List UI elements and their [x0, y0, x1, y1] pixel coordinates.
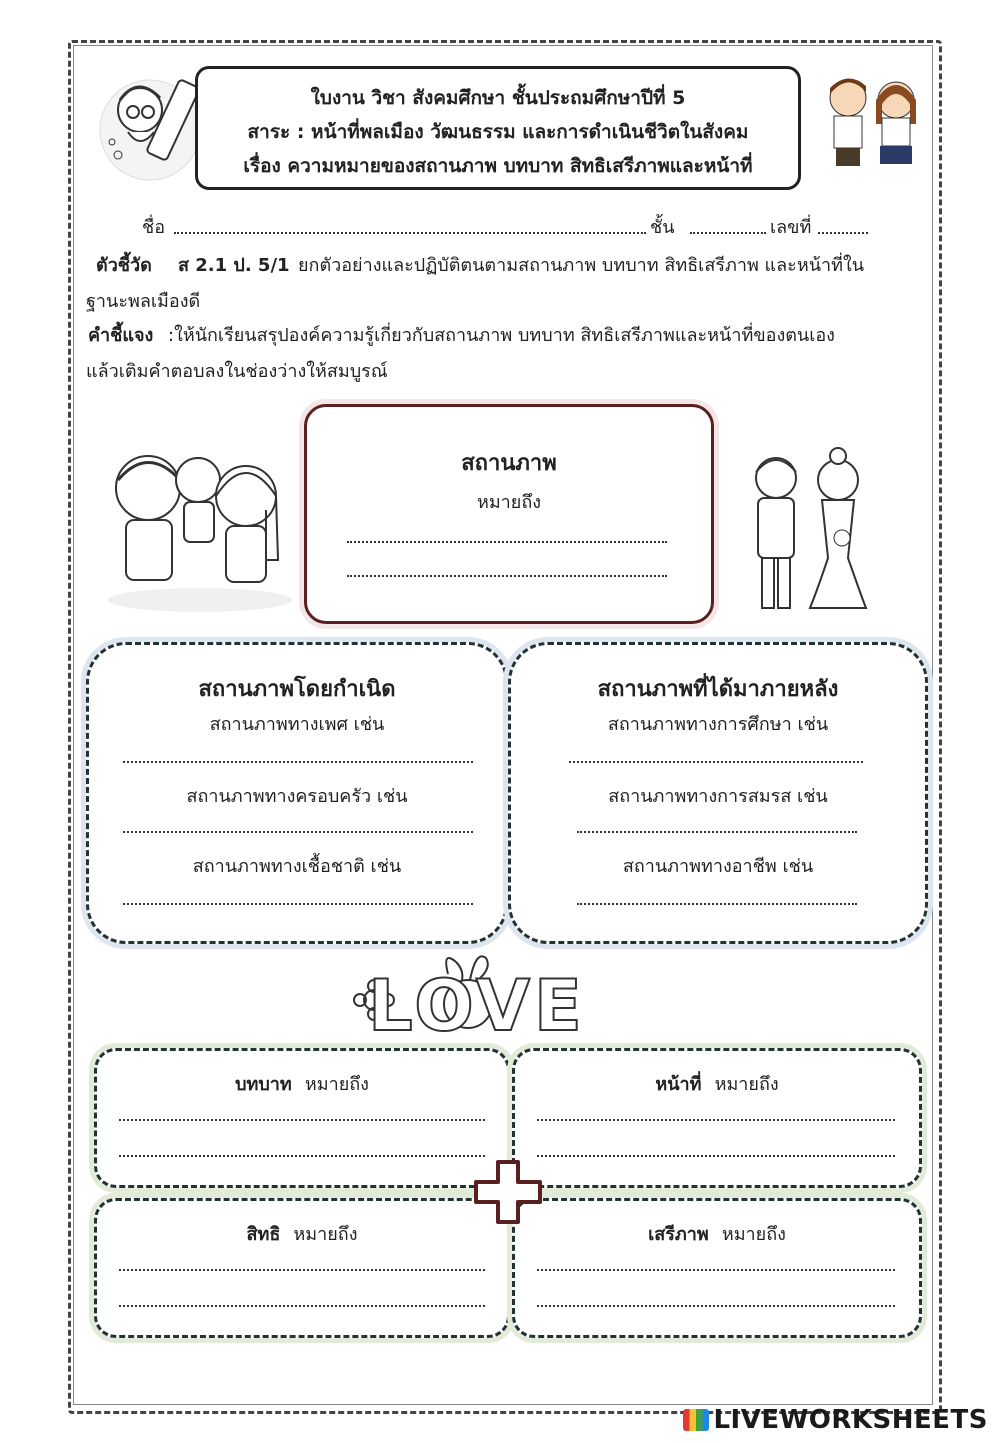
indicator-text-cont: ฐานะพลเมืองดี: [86, 291, 201, 312]
acquired-status-panel: [508, 642, 928, 944]
birth-answer-2[interactable]: [123, 831, 473, 833]
instruction-text: :ให้นักเรียนสรุปองค์ความรู้เกี่ยวกับสถานภาพ บทบาท สิทธิเสรีภาพและหน้าที่ของตนเอง: [168, 325, 835, 346]
status-box: [304, 404, 714, 624]
name-label: ชื่อ: [142, 217, 166, 238]
header-line-2: สาระ : หน้าที่พลเมือง วัฒนธรรม และการดำเนินชีวิตในสังคม: [247, 121, 749, 143]
freedom-answer-1[interactable]: [537, 1269, 895, 1271]
header-line-3: เรื่อง ความหมายของสถานภาพ บทบาท สิทธิเสรีภาพและหน้าที่: [243, 155, 753, 177]
indicator-code: ส 2.1 ป. 5/1: [178, 255, 290, 276]
birth-item-2: สถานภาพทางครอบครัว เช่น: [186, 786, 408, 807]
status-meaning: หมายถึง: [476, 492, 542, 513]
acquired-status-title: สถานภาพที่ได้มาภายหลัง: [597, 677, 839, 702]
instruction-label: คำชี้แจง: [88, 325, 154, 346]
role-answer-2[interactable]: [119, 1155, 485, 1157]
family-illustration: [98, 440, 303, 620]
duty-answer-1[interactable]: [537, 1119, 895, 1121]
birth-item-1: สถานภาพทางเพศ เช่น: [209, 714, 385, 735]
indicator-label: ตัวชี้วัด: [96, 255, 152, 276]
status-answer-line-1[interactable]: [347, 541, 667, 543]
right-meaning: หมายถึง: [293, 1224, 358, 1245]
acquired-item-3: สถานภาพทางอาชีพ เช่น: [622, 856, 814, 877]
wedding-couple-illustration: [742, 438, 874, 618]
birth-status-title: สถานภาพโดยกำเนิด: [198, 677, 396, 702]
birth-status-panel: [86, 642, 508, 944]
role-box: [94, 1048, 510, 1188]
acquired-item-1: สถานภาพทางการศึกษา เช่น: [607, 714, 829, 735]
freedom-title: เสรีภาพ: [648, 1224, 709, 1245]
worksheet-header: [195, 66, 801, 190]
footer-brand: [683, 1405, 988, 1435]
class-label: ชั้น: [650, 217, 675, 238]
role-answer-1[interactable]: [119, 1119, 485, 1121]
duty-answer-2[interactable]: [537, 1155, 895, 1157]
acquired-answer-2[interactable]: [577, 831, 857, 833]
acquired-answer-1[interactable]: [569, 761, 863, 763]
number-field[interactable]: [818, 232, 868, 234]
acquired-answer-3[interactable]: [577, 903, 857, 905]
duty-title: หน้าที่: [655, 1074, 702, 1095]
status-answer-line-2[interactable]: [347, 575, 667, 577]
birth-answer-3[interactable]: [123, 903, 473, 905]
right-answer-2[interactable]: [119, 1305, 485, 1307]
number-label: เลขที่: [770, 217, 812, 238]
right-box: [94, 1198, 510, 1338]
birth-item-3: สถานภาพทางเชื้อชาติ เช่น: [192, 856, 402, 877]
liveworksheets-logo-icon: [683, 1409, 709, 1431]
right-answer-1[interactable]: [119, 1269, 485, 1271]
freedom-meaning: หมายถึง: [721, 1224, 786, 1245]
instruction-text-cont: แล้วเติมคำตอบลงในช่องว่างให้สมบูรณ์: [86, 361, 388, 382]
status-title: สถานภาพ: [461, 451, 557, 476]
freedom-box: [512, 1198, 922, 1338]
freedom-answer-2[interactable]: [537, 1305, 895, 1307]
students-illustration: [818, 70, 928, 180]
love-text: LOVE: [368, 965, 586, 1042]
birth-answer-1[interactable]: [123, 761, 473, 763]
role-meaning: หมายถึง: [304, 1074, 369, 1095]
name-field[interactable]: [174, 232, 646, 234]
indicator-text: ยกตัวอย่างและปฏิบัติตนตามสถานภาพ บทบาท สิทธิเสรีภาพ และหน้าที่ใน: [298, 255, 865, 276]
header-line-1: ใบงาน วิชา สังคมศึกษา ชั้นประถมศึกษาปีที่ 5: [310, 87, 686, 109]
love-decoration: [352, 944, 602, 1042]
footer-brand-text: LIVEWORKSHEETS: [713, 1405, 988, 1435]
right-title: สิทธิ: [246, 1224, 281, 1245]
role-title: บทบาท: [235, 1074, 292, 1095]
acquired-item-2: สถานภาพทางการสมรส เช่น: [608, 786, 828, 807]
duty-box: [512, 1048, 922, 1188]
class-field[interactable]: [690, 232, 766, 234]
duty-meaning: หมายถึง: [714, 1074, 779, 1095]
plus-icon: [472, 1158, 544, 1226]
